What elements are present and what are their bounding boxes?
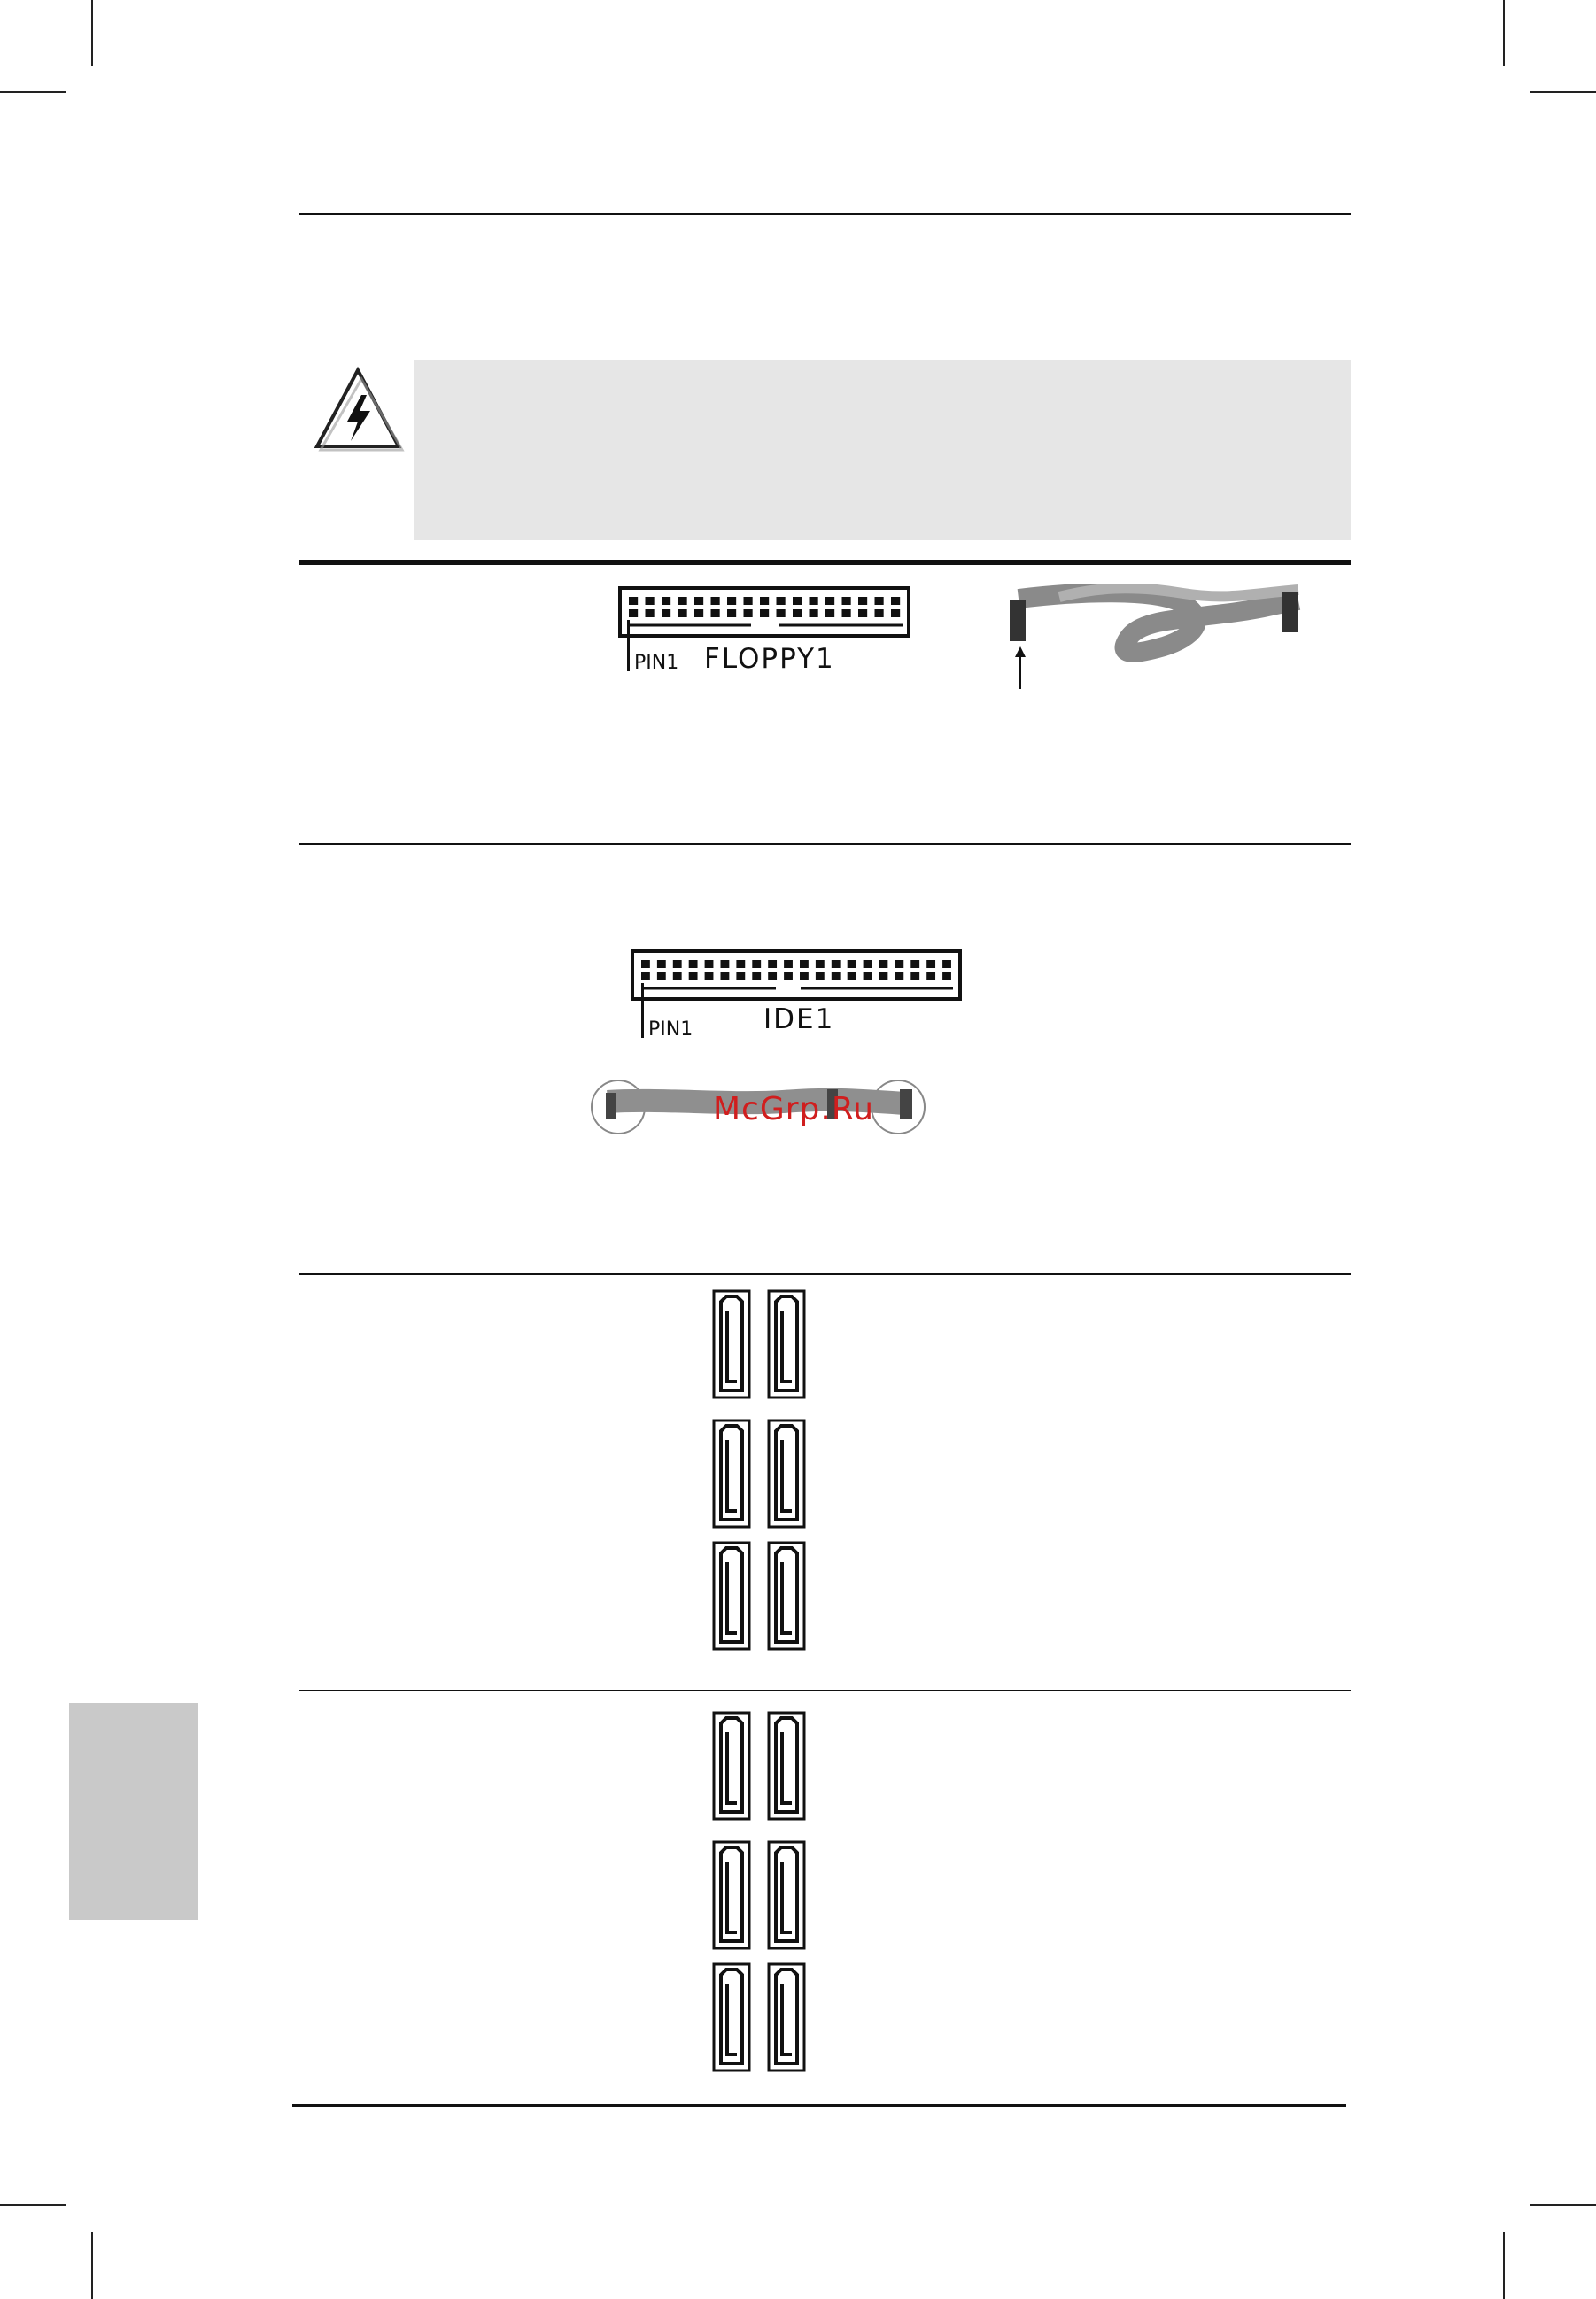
crop-mark-bl-h [0,2204,66,2206]
watermark: McGrp.Ru [713,1091,875,1127]
section-rule-1 [299,843,1351,845]
connector-pin [768,972,777,980]
connector-pin [727,609,736,617]
connector-pin [864,960,872,968]
connector-pin [816,960,825,968]
connector-pin [694,597,703,605]
connector-pin [727,597,736,605]
connector-pin [752,960,761,968]
connector-pin [858,597,867,605]
crop-mark-bl-v [91,2232,93,2299]
sata-connector-icon [767,1541,806,1651]
connector-pin [777,609,786,617]
connector-pin [895,960,903,968]
sata-connector-icon [767,1419,806,1529]
connector-pin [800,960,809,968]
connector-pin [842,609,851,617]
connector-pin [784,972,793,980]
connector-pin [760,597,769,605]
connector-pin [721,972,730,980]
connector-pin [646,609,655,617]
floppy-pin1-label: PIN1 [634,652,679,674]
connector-pin [629,609,638,617]
connector-pin [942,960,951,968]
connector-pin [641,972,650,980]
connector-pin [694,609,703,617]
connector-pin [689,960,698,968]
connector-pin [657,960,666,968]
connector-pin [744,597,753,605]
connector-pin [768,960,777,968]
sata-row [712,1962,806,2072]
ide-pin1-leader [641,983,644,1038]
sata-connector-icon [767,1711,806,1821]
connector-pin [736,972,745,980]
connector-pin [689,972,698,980]
sata-block-2 [712,1711,810,2076]
connector-pin [721,960,730,968]
connector-pin [875,597,884,605]
connector-pin [673,960,682,968]
connector-pin [793,609,802,617]
connector-pin [832,960,841,968]
connector-pin [879,960,888,968]
sata-row [712,1541,806,1651]
sata-row [712,1840,806,1950]
connector-pin [825,597,834,605]
connector-pin [711,609,720,617]
connector-pin [810,609,818,617]
footer-rule [292,2104,1346,2107]
connector-pin [816,972,825,980]
side-tab [69,1703,198,1920]
crop-mark-tl-h [0,91,66,93]
connector-pin [662,597,670,605]
connector-pin [825,609,834,617]
crop-mark-br-h [1530,2204,1596,2206]
sata-connector-icon [767,1840,806,1950]
crop-mark-tr-h [1530,91,1596,93]
sata-connector-icon [712,1419,751,1529]
connector-pin [784,960,793,968]
connector-pin [777,597,786,605]
crop-mark-tl-v [91,0,93,66]
floppy-connector [618,586,912,639]
connector-pin [705,972,714,980]
crop-mark-br-v [1503,2232,1505,2299]
sata-block-1 [712,1289,810,1654]
sata-connector-icon [712,1962,751,2072]
connector-pin [848,960,856,968]
connector-pin [848,972,856,980]
connector-pin [641,960,650,968]
sata-connector-icon [712,1541,751,1651]
header-rule [299,213,1351,215]
connector-pin [832,972,841,980]
warning-lightning-icon [310,365,406,453]
connector-pin [760,609,769,617]
connector-pin [800,972,809,980]
connector-pin [842,597,851,605]
sata-connector-icon [712,1289,751,1399]
ide-connector [631,949,964,1002]
connector-pin [711,597,720,605]
floppy-pin1-leader [627,620,630,671]
connector-pin [864,972,872,980]
connector-pin [646,597,655,605]
connector-pin [895,972,903,980]
connector-pin [910,972,919,980]
ide-pin1-label: PIN1 [648,1018,693,1041]
connector-pin [678,609,687,617]
section-rule-3 [299,1690,1351,1691]
section-rule-thick [299,560,1351,565]
connector-pin [657,972,666,980]
sata-connector-icon [712,1711,751,1821]
connector-pin [752,972,761,980]
sata-row [712,1711,806,1821]
connector-pin [629,597,638,605]
connector-pin [673,972,682,980]
connector-pin [705,960,714,968]
connector-pin [678,597,687,605]
sata-connector-icon [712,1840,751,1950]
connector-pin [875,609,884,617]
section-rule-2 [299,1273,1351,1275]
ide-connector-label: IDE1 [763,1003,835,1035]
connector-pin [910,960,919,968]
connector-pin [662,609,670,617]
sata-connector-icon [767,1962,806,2072]
floppy-cable-icon [1006,584,1309,691]
connector-pin [942,972,951,980]
connector-pin [926,960,935,968]
connector-pin [736,960,745,968]
floppy-connector-label: FLOPPY1 [704,643,835,675]
connector-pin [926,972,935,980]
connector-pin [891,597,900,605]
sata-row [712,1289,806,1399]
connector-pin [879,972,888,980]
connector-pin [744,609,753,617]
sata-row [712,1419,806,1529]
sata-connector-icon [767,1289,806,1399]
notice-box [414,360,1351,540]
crop-mark-tr-v [1503,0,1505,66]
connector-pin [858,609,867,617]
connector-pin [793,597,802,605]
connector-pin [891,609,900,617]
connector-pin [810,597,818,605]
